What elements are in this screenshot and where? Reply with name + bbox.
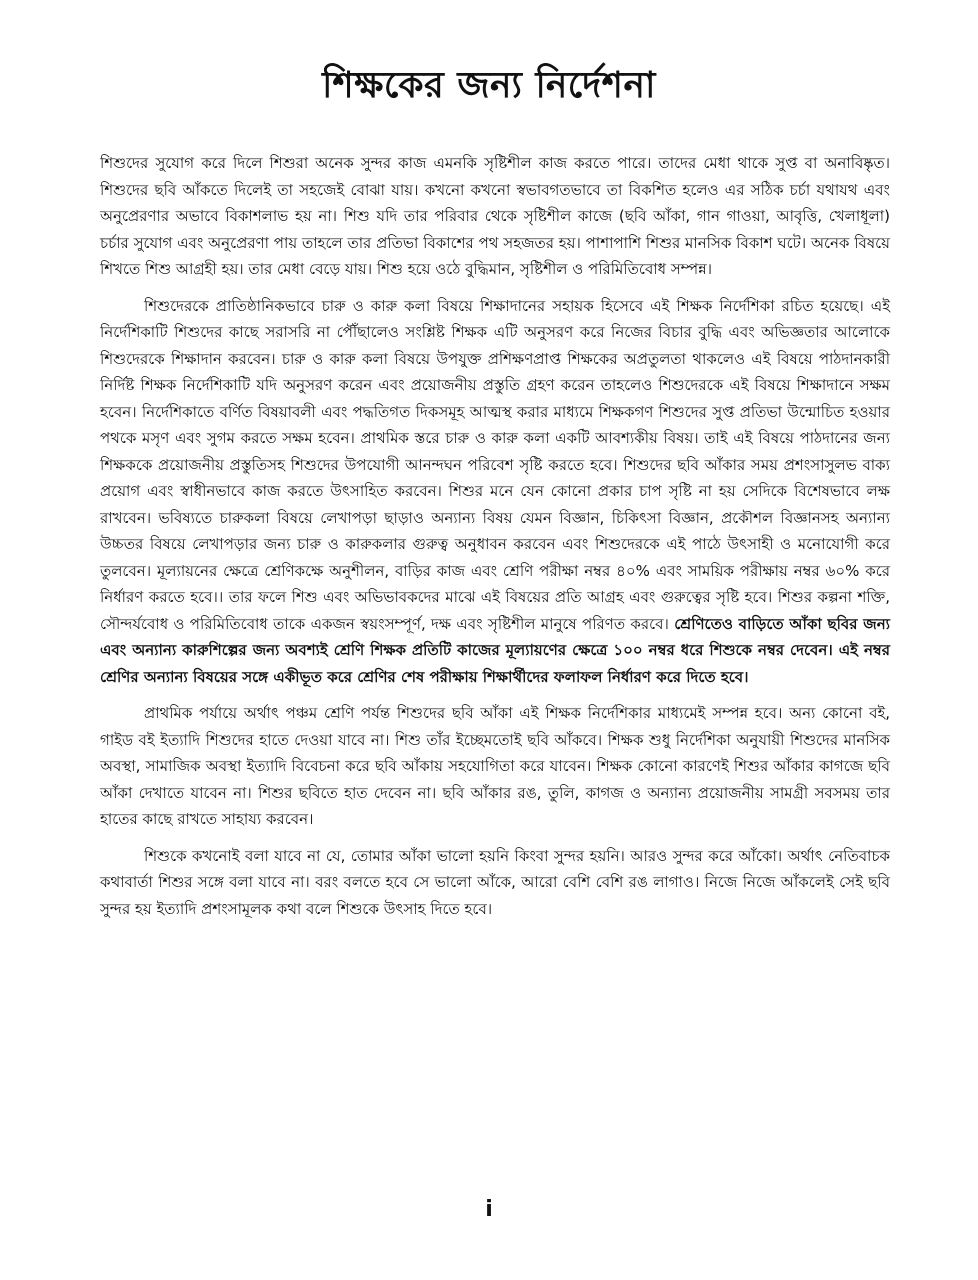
paragraph-1-text: শিশুদের সুযোগ করে দিলে শিশুরা অনেক সুন্দর কাজ এমনকি সৃষ্টিশীল কাজ করতে পারে। তাদের মেধা থাকে সুপ্ত বা অনাবিষ্কৃত। শিশুদের ছবি আঁকতে দিলেই তা সহজেই বোঝা যায়। কখনো কখনো স্বভাবগতভাবে তা বিকশিত হলেও এর সঠিক চর্চা যথাযথ এবং অনুপ্রেরণার অভাবে বিকাশলাভ হয় না। শিশু যদি তার পরিবার থেকে সৃষ্টিশীল কাজে (ছবি আঁকা, গান গাওয়া, আবৃত্তি, খেলাধূলা) চর্চার সুযোগ এবং অনুপ্রেরণা পায় তাহলে তার প্রতিভা বিকাশের পথ সহজতর হয়। পাশাপাশি শিশুর মানসিক বিকাশ ঘটে। অনেক বিষয়ে শিখতে শিশু আগ্রহী হয়। তার মেধা বেড়ে যায়। শিশু হয়ে ওঠে বুদ্ধিমান, সৃষ্টিশীল ও পরিমিতিবোধ সম্পন্ন। bbox=[100, 154, 890, 278]
paragraph-2-text: শিশুদেরকে প্রাতিষ্ঠানিকভাবে চারু ও কারু কলা বিষয়ে শিক্ষাদানের সহায়ক হিসেবে এই শিক্ষক নির্দেশিকা রচিত হয়েছে। এই নির্দেশিকাটি শিশুদের কাছে সরাসরি না পৌঁছালেও সংশ্লিষ্ট শিক্ষক এটি অনুসরণ করে নিজের বিচার বুদ্ধি এবং অভিজ্ঞতার আলোকে শিশুদেরকে শিক্ষাদান করবেন। চারু ও কারু কলা বিষয়ে উপযুক্ত প্রশিক্ষণপ্রাপ্ত শিক্ষকের অপ্রতুলতা থাকলেও এই বিষয়ে পাঠদানকারী নির্দিষ্ট শিক্ষক নির্দেশিকাটি যদি অনুসরণ করেন এবং প্রয়োজনীয় প্রস্তুতি গ্রহণ করেন তাহলেও শিশুদেরকে এই বিষয়ে শিক্ষাদানে সক্ষম হবেন। নির্দেশিকাতে বর্ণিত বিষয়াবলী এবং পদ্ধতিগত দিকসমূহ আত্মস্থ করার মাধ্যমে শিক্ষকগণ শিশুদের সুপ্ত প্রতিভা উন্মোচিত হওয়ার পথকে মসৃণ এবং সুগম করতে সক্ষম হবেন। প্রাথমিক স্তরে চারু ও কারু কলা একটি আবশ্যকীয় বিষয়। তাই এই বিষয়ে পাঠদানের জন্য শিক্ষককে প্রয়োজনীয় প্রস্তুতিসহ শিশুদের উপযোগী আনন্দঘন পরিবেশ সৃষ্টি করতে হবে। শিশুদের ছবি আঁকার সময় প্রশংসাসুলভ বাক্য প্রয়োগ এবং স্বাধীনভাবে কাজ করতে উৎসাহিত করবেন। শিশুর মনে যেন কোনো প্রকার চাপ সৃষ্টি না হয় সেদিকে বিশেষভাবে লক্ষ রাখবেন। ভবিষ্যতে চারুকলা বিষয়ে লেখাপড়া ছাড়াও অন্যান্য বিষয় যেমন বিজ্ঞান, চিকিৎসা বিজ্ঞান, প্রকৌশল বিজ্ঞানসহ অন্যান্য উচ্চতর বিষয়ে লেখাপড়ার জন্য চারু ও কারুকলার গুরুত্ব অনুধাবন করবেন এবং শিশুদেরকে এই পাঠে উৎসাহী ও মনোযোগী করে তুলবেন। মূল্যায়নের ক্ষেত্রে শ্রেণিকক্ষে অনুশীলন, বাড়ির কাজ এবং শ্রেণি পরীক্ষা নম্বর ৪০% এবং সাময়িক পরীক্ষায় নম্বর ৬০% করে নির্ধারণ করতে হবে।। তার ফলে শিশু এবং অভিভাবকদের মাঝে এই বিষয়ের প্রতি আগ্রহ এবং গুরুত্বের সৃষ্টি হবে। শিশুর কল্পনা শক্তি, সৌন্দর্যবোধ ও পরিমিতিবোধ তাকে একজন স্বয়ংসম্পূর্ণ, দক্ষ এবং সৃষ্টিশীল মানুষে পরিণত করবে। bbox=[100, 296, 890, 633]
paragraph-3-text: প্রাথমিক পর্যায়ে অর্থাৎ পঞ্চম শ্রেণি পর্যন্ত শিশুদের ছবি আঁকা এই শিক্ষক নির্দেশিকার মাধ্যমেই সম্পন্ন হবে। অন্য কোনো বই, গাইড বই ইত্যাদি শিশুদের হাতে দেওয়া যাবে না। শিশু তাঁর ইচ্ছেমতোই ছবি আঁকবে। শিক্ষক শুধু নির্দেশিকা অনুযায়ী শিশুদের মানসিক অবস্থা, সামাজিক অবস্থা ইত্যাদি বিবেচনা করে ছবি আঁকায় সহযোগিতা করে যাবেন। শিক্ষক কোনো কারণেই শিশুর আঁকার কাগজে ছবি আঁকা দেখাতে যাবেন না। শিশুর ছবিতে হাত দেবেন না। ছবি আঁকার রঙ, তুলি, কাগজ ও অন্যান্য প্রয়োজনীয় সামগ্রী সবসময় তার হাতের কাছে রাখতে সাহায্য করবেন। bbox=[100, 704, 890, 828]
paragraph-4 bbox=[100, 843, 890, 923]
body-text bbox=[100, 150, 890, 932]
page-number: i bbox=[485, 1197, 493, 1222]
paragraph-1 bbox=[100, 150, 890, 283]
paragraph-3 bbox=[100, 700, 890, 833]
paragraph-2 bbox=[100, 293, 890, 691]
paragraph-4-text: শিশুকে কখনোই বলা যাবে না যে, তোমার আঁকা ভালো হয়নি কিংবা সুন্দর হয়নি। আরও সুন্দর করে আঁকো। অর্থাৎ নেতিবাচক কথাবার্তা শিশুর সঙ্গে বলা যাবে না। বরং বলতে হবে সে ভালো আঁকে, আরো বেশি বেশি রঙ লাগাও। নিজে নিজে আঁকলেই সেই ছবি সুন্দর হয় ইত্যাদি প্রশংসামূলক কথা বলে শিশুকে উৎসাহ দিতে হবে। bbox=[100, 846, 890, 918]
paragraph-2-bold-text: শ্রেণিতেও বাড়িতে আঁকা ছবির জন্য এবং অন্যান্য কারুশিল্পের জন্য অবশ্যই শ্রেণি শিক্ষক প্রতিটি কাজের মূল্যায়ণের ক্ষেত্রে ১০০ নম্বর ধরে শিশুকে নম্বর দেবেন। এই নম্বর শ্রেণির অন্যান্য বিষয়ের সঙ্গে একীভূত করে শ্রেণির শেষ পরীক্ষায় শিক্ষার্থীদের ফলাফল নির্ধারণ করে দিতে হবে। bbox=[100, 614, 890, 686]
page-title: শিক্ষকের জন্য নির্দেশনা bbox=[322, 64, 656, 106]
